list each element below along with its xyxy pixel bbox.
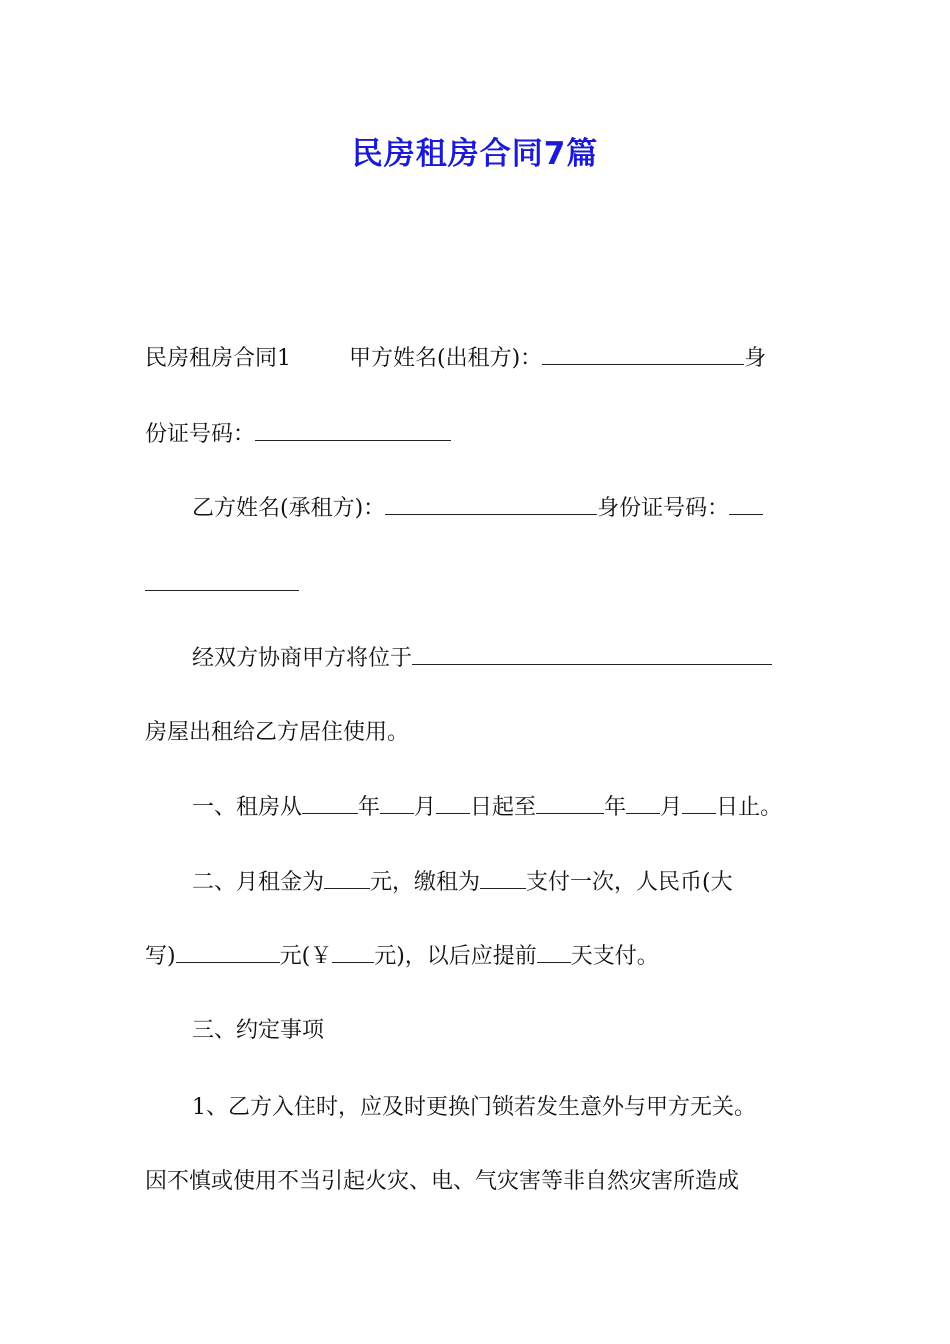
document-title: 民房租房合同7篇 (351, 136, 599, 172)
end-year-blank[interactable] (536, 793, 604, 814)
section-heading-terms: 三、约定事项 (192, 1018, 325, 1043)
party-a-name-blank[interactable] (542, 344, 744, 365)
contract-line-party-a: 民房租房合同1 甲方姓名(出租方)： 身 (145, 346, 767, 371)
contract-line-usage: 房屋出租给乙方居住使用。 (145, 720, 410, 745)
amount-number-blank[interactable] (332, 942, 374, 963)
contract-clause-1-cont: 因不慎或使用不当引起火灾、电、气灾害等非自然灾害所造成 (145, 1169, 740, 1194)
party-b-id-label: 身份证号码： (597, 496, 730, 521)
start-month-blank[interactable] (380, 793, 414, 814)
contract-line-party-b (192, 494, 763, 524)
party-b-name-blank[interactable] (385, 494, 597, 515)
start-year-blank[interactable] (302, 793, 358, 814)
party-a-name-label: 甲方姓名(出租方)： (349, 346, 543, 371)
contract-line-term: 一、租房从 年 月 日起至 年 月 日止。 (192, 795, 783, 820)
contract-line-party-b-id-cont (145, 570, 299, 600)
party-b-id-blank[interactable] (729, 494, 763, 515)
party-a-id-label: 份证号码： (145, 422, 256, 447)
party-b-name-label: 乙方姓名(承租方)： (192, 496, 386, 521)
contract-line-location (192, 644, 772, 674)
location-blank[interactable] (412, 644, 772, 665)
end-day-blank[interactable] (682, 793, 716, 814)
advance-days-blank[interactable] (537, 942, 571, 963)
start-day-blank[interactable] (436, 793, 470, 814)
contract-line-rent-amount: 写) 元(￥ 元)，以后应提前 天支付。 (145, 944, 659, 969)
contract-clause-1: 1、乙方入住时，应及时更换门锁若发生意外与甲方无关。 (192, 1095, 756, 1120)
party-a-id-blank[interactable] (255, 420, 451, 441)
payment-period-blank[interactable] (480, 868, 526, 889)
monthly-rent-blank[interactable] (324, 868, 370, 889)
contract-line-rent: 二、月租金为 元，缴租为 支付一次，人民币(大 (192, 870, 733, 895)
party-b-id-blank-cont[interactable] (145, 570, 299, 591)
contract-number-label: 民房租房合同1 (145, 346, 291, 371)
amount-uppercase-blank[interactable] (176, 942, 280, 963)
location-label: 经双方协商甲方将位于 (192, 646, 413, 671)
end-month-blank[interactable] (626, 793, 660, 814)
contract-line-party-a-id (145, 420, 451, 450)
